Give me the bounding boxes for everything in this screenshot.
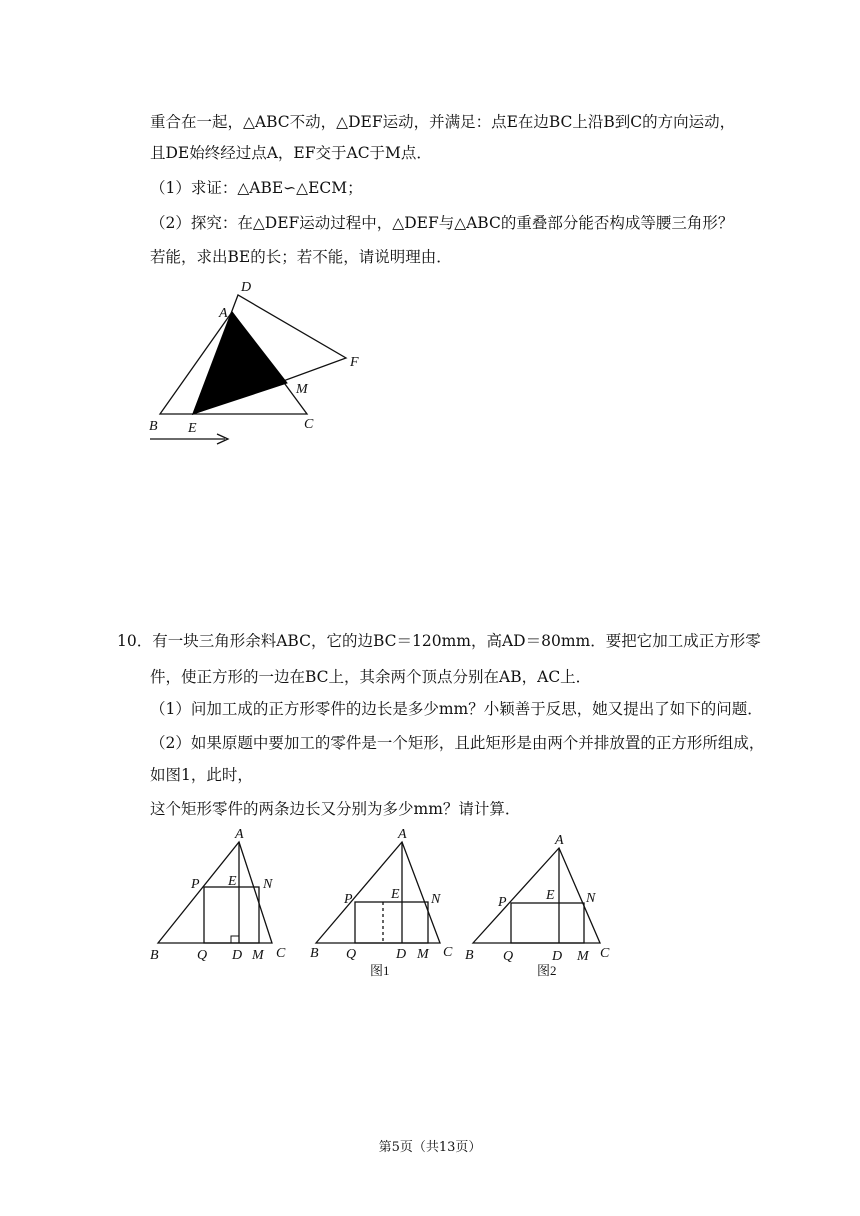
fig1-label-a: A bbox=[398, 827, 407, 842]
label-f: F bbox=[350, 355, 359, 370]
fig1-label-b: B bbox=[310, 946, 319, 961]
label-e: E bbox=[188, 421, 197, 436]
fig0-label-a: A bbox=[235, 827, 244, 842]
fig0-label-c: C bbox=[276, 946, 286, 961]
p9-line-4: （2）探究：在△DEF运动过程中，△DEF与△ABC的重叠部分能否构成等腰三角形？ bbox=[150, 214, 734, 232]
fig2-label-a: A bbox=[555, 833, 564, 848]
fig1-caption: 图1 bbox=[370, 963, 390, 978]
p10-line-3: （1）问加工成的正方形零件的边长是多少mm？小颖善于反思，她又提出了如下的问题． bbox=[150, 700, 763, 718]
fig1-label-m: M bbox=[417, 947, 429, 962]
fig0-label-e: E bbox=[228, 874, 237, 889]
fig1-label-d: D bbox=[396, 947, 407, 962]
fig1-label-q: Q bbox=[346, 947, 357, 962]
p10-line-4: （2）如果原题中要加工的零件是一个矩形，且此矩形是由两个并排放置的正方形所组成， bbox=[150, 734, 765, 752]
fig1-label-p: P bbox=[344, 892, 353, 907]
fig2-label-p: P bbox=[498, 895, 507, 910]
fig1-label-n: N bbox=[431, 892, 441, 907]
fig2-label-m: M bbox=[577, 949, 589, 964]
fig0-label-q: Q bbox=[197, 948, 208, 963]
p10-line-6: 这个矩形零件的两条边长又分别为多少mm？请计算． bbox=[150, 800, 521, 818]
p10-figure-original bbox=[158, 842, 272, 943]
p10-figure-2 bbox=[473, 848, 600, 943]
fig2-label-d: D bbox=[552, 949, 563, 964]
p9-line-1: 重合在一起，△ABC不动，△DEF运动，并满足：点E在边BC上沿B到C的方向运动， bbox=[150, 113, 736, 131]
label-m: M bbox=[296, 382, 308, 397]
label-a: A bbox=[219, 306, 228, 321]
fig1-label-e: E bbox=[391, 887, 400, 902]
page-footer: 第5页（共13页） bbox=[378, 1140, 482, 1155]
fig0-label-b: B bbox=[150, 948, 159, 963]
p10-line-2: 件，使正方形的一边在BC上，其余两个顶点分别在AB，AC上． bbox=[150, 668, 592, 686]
fig0-label-d: D bbox=[232, 948, 243, 963]
label-c: C bbox=[304, 417, 314, 432]
label-b: B bbox=[149, 419, 158, 434]
fig1-label-c: C bbox=[443, 945, 453, 960]
fig2-label-q: Q bbox=[503, 949, 514, 964]
fig2-label-c: C bbox=[600, 946, 610, 961]
p9-line-3: （1）求证：△ABE∽△ECM； bbox=[150, 179, 363, 197]
fig2-label-n: N bbox=[586, 891, 596, 906]
p10-line-1: 10．有一块三角形余料ABC，它的边BC＝120mm，高AD＝80mm．要把它加工成正方形零 bbox=[117, 632, 761, 650]
fig0-label-m: M bbox=[252, 948, 264, 963]
fig2-label-b: B bbox=[465, 948, 474, 963]
p9-line-5: 若能，求出BE的长；若不能，请说明理由． bbox=[150, 248, 452, 266]
label-d: D bbox=[241, 280, 252, 295]
p9-line-2: 且DE始终经过点A，EF交于AC于M点． bbox=[150, 144, 432, 162]
fig2-label-e: E bbox=[546, 888, 555, 903]
fig2-caption: 图2 bbox=[537, 963, 557, 978]
p10-line-5: 如图1，此时， bbox=[150, 766, 253, 784]
p10-figure-1 bbox=[316, 842, 440, 943]
fig0-label-n: N bbox=[263, 877, 273, 892]
fig0-label-p: P bbox=[191, 877, 200, 892]
